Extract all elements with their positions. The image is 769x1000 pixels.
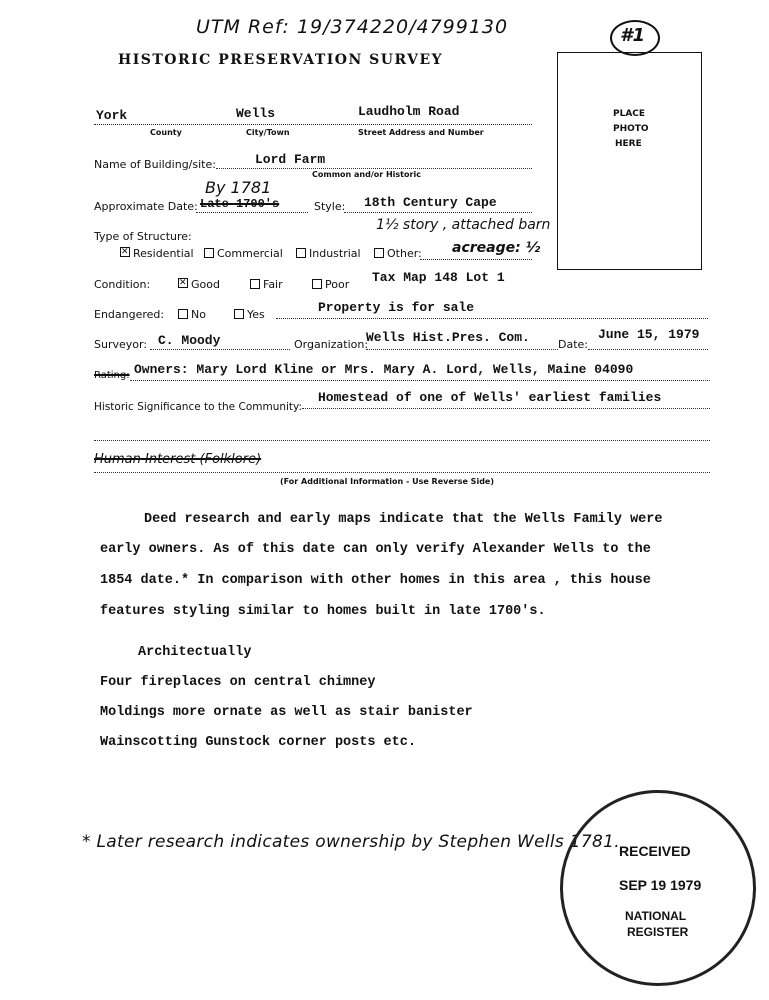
structure-other[interactable] <box>374 247 422 260</box>
surveyor-value: C. Moody <box>158 333 221 348</box>
poor-checkbox[interactable] <box>312 279 322 289</box>
date-value-line <box>588 349 708 350</box>
building-line <box>216 168 532 169</box>
date-handwritten: By 1781 <box>205 178 272 197</box>
structure-residential[interactable] <box>120 247 194 260</box>
footnote: * Later research indicates ownership by Stephen Wells 1781. <box>82 832 620 852</box>
county-label: County <box>150 128 182 137</box>
significance-label: Historic Significance to the Community: <box>94 401 303 413</box>
street-value: Laudholm Road <box>358 104 460 119</box>
survey-date-label: Date: <box>558 338 588 351</box>
surveyor-line <box>150 349 290 350</box>
endangered-no[interactable] <box>178 308 206 321</box>
received-stamp <box>560 790 756 986</box>
industrial-label: Industrial <box>309 247 361 260</box>
commercial-label: Commercial <box>217 247 283 260</box>
tax-map: Tax Map 148 Lot 1 <box>372 270 505 285</box>
human-interest-line <box>94 472 710 473</box>
building-value: Lord Farm <box>255 152 326 167</box>
commercial-checkbox[interactable] <box>204 248 214 258</box>
story-note: 1½ story , attached barn <box>376 217 551 233</box>
no-checkbox[interactable] <box>178 309 188 319</box>
endangered-yes[interactable] <box>234 308 265 321</box>
architecture-item-1: Four fireplaces on central chimney <box>100 675 376 690</box>
endangered-line <box>276 318 708 319</box>
organization-line <box>366 349 558 350</box>
location-line <box>94 124 532 125</box>
style-label: Style: <box>314 200 346 213</box>
building-sub-label: Common and/or Historic <box>312 170 421 179</box>
condition-fair[interactable] <box>250 278 283 291</box>
organization-value: Wells Hist.Pres. Com. <box>366 330 530 345</box>
yes-label: Yes <box>247 308 265 321</box>
architecture-heading: Architectually <box>138 645 252 660</box>
good-checkbox[interactable] <box>178 278 188 288</box>
body-line-2: early owners. As of this date can only verify Alexander Wells to the <box>100 542 651 557</box>
county-value: York <box>96 108 128 123</box>
significance-value: Homestead of one of Wells' earliest families <box>318 390 662 405</box>
date-label: Approximate Date: <box>94 200 198 213</box>
significance-line <box>302 408 710 409</box>
date-struck-value: Late 1700's <box>200 197 280 211</box>
style-line <box>344 212 532 213</box>
stamp-line-4: REGISTER <box>627 925 689 939</box>
stamp-line-3: NATIONAL <box>625 909 687 923</box>
architecture-item-3: Wainscotting Gunstock corner posts etc. <box>100 735 416 750</box>
city-label: City/Town <box>246 128 290 137</box>
other-checkbox[interactable] <box>374 248 384 258</box>
body-line-1: Deed research and early maps indicate that the Wells Family were <box>144 512 663 527</box>
other-label: Other: <box>387 247 422 260</box>
additional-info-note: (For Additional Information - Use Reverse Side) <box>280 477 494 486</box>
building-label: Name of Building/site: <box>94 158 216 171</box>
photo-box <box>557 52 702 270</box>
photo-box-label-2: PHOTO <box>613 124 649 134</box>
endangered-note: Property is for sale <box>318 300 475 315</box>
blank-line <box>94 440 710 441</box>
owners-line <box>130 380 710 381</box>
yes-checkbox[interactable] <box>234 309 244 319</box>
condition-poor[interactable] <box>312 278 349 291</box>
structure-commercial[interactable] <box>204 247 283 260</box>
no-label: No <box>191 308 206 321</box>
condition-good[interactable] <box>178 278 220 291</box>
city-value: Wells <box>236 106 276 121</box>
photo-box-label-1: PLACE <box>613 109 646 119</box>
fair-label: Fair <box>263 278 283 291</box>
other-value: acreage: ½ <box>452 240 541 256</box>
body-line-4: features styling similar to homes built in late 1700's. <box>100 604 546 619</box>
form-title: HISTORIC PRESERVATION SURVEY <box>118 52 444 68</box>
residential-label: Residential <box>133 247 194 260</box>
endangered-label: Endangered: <box>94 308 165 321</box>
condition-label: Condition: <box>94 278 151 291</box>
utm-reference: UTM Ref: 19/374220/4799130 <box>196 16 509 38</box>
street-label: Street Address and Number <box>358 128 484 137</box>
date-line <box>196 212 308 213</box>
organization-label: Organization: <box>294 338 369 351</box>
fair-checkbox[interactable] <box>250 279 260 289</box>
structure-label: Type of Structure: <box>94 230 192 243</box>
industrial-checkbox[interactable] <box>296 248 306 258</box>
owners-value: Owners: Mary Lord Kline or Mrs. Mary A. Lord, Wells, Maine 04090 <box>134 362 634 377</box>
stamp-line-1: RECEIVED <box>619 843 691 859</box>
structure-industrial[interactable] <box>296 247 361 260</box>
body-line-3: 1854 date.* In comparison with other homes in this area , this house <box>100 573 651 588</box>
good-label: Good <box>191 278 220 291</box>
photo-box-label-3: HERE <box>615 139 642 149</box>
human-interest-label: Human Interest (Folklore) <box>94 452 262 467</box>
other-line <box>420 259 532 260</box>
residential-checkbox[interactable] <box>120 247 130 257</box>
poor-label: Poor <box>325 278 350 291</box>
survey-date-value: June 15, 1979 <box>598 327 700 342</box>
stamp-line-2: SEP 19 1979 <box>619 877 702 893</box>
rating-label: Rating: <box>94 370 130 381</box>
architecture-item-2: Moldings more ornate as well as stair banister <box>100 705 473 720</box>
surveyor-label: Surveyor: <box>94 338 148 351</box>
page-marker: #1 <box>620 25 646 46</box>
style-value: 18th Century Cape <box>364 195 497 210</box>
